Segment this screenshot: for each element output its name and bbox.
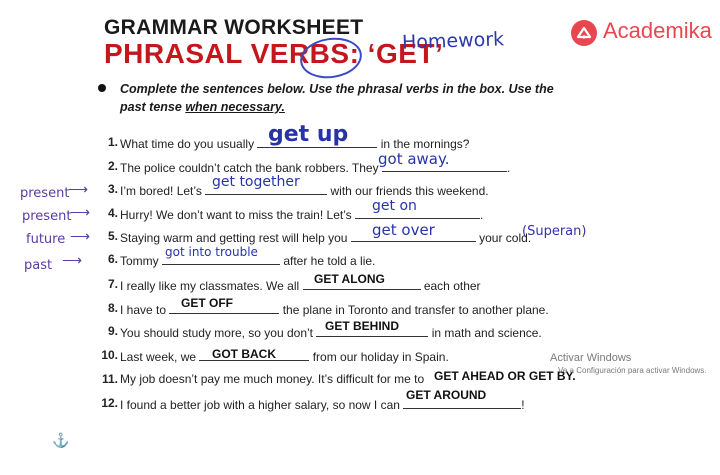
answer-handwritten-4: get on [372, 198, 417, 214]
windows-activation-text: Ve a Configuración para activar Windows. [558, 366, 707, 375]
sentence-after: ! [521, 398, 525, 412]
worksheet-subtitle: PHRASAL VERBS: ‘GET’ [104, 38, 444, 69]
academika-logo-text: Academika [603, 18, 712, 43]
windows-activation-title: Activar Windows [550, 352, 632, 364]
sentence-text [120, 348, 449, 364]
sentence-text [120, 159, 510, 175]
sentence-before: You should study more, so you don’t [120, 326, 317, 340]
homework-note: Homework [401, 28, 505, 54]
instructions-underlined: when necessary. [185, 100, 285, 114]
anchor-icon: ⚓ [52, 432, 70, 448]
sentence-before: I have to [120, 303, 170, 317]
note-superan: (Superan) [522, 224, 587, 239]
sentence-after: with our friends this weekend. [327, 184, 489, 198]
sentence-before: Last week, we [120, 350, 200, 364]
sentence-number: 1. [107, 135, 118, 149]
sentence-number: 10. [101, 348, 118, 362]
sentence-before: Hurry! We don’t want to miss the train! Let’s [120, 208, 355, 222]
answer-typed-11: GET AHEAD OR GET BY. [434, 369, 576, 383]
sentence-after: each other [420, 279, 481, 293]
worksheet-title: GRAMMAR WORKSHEET [104, 16, 364, 39]
academika-logo-icon [571, 20, 597, 46]
sentence-before: My job doesn’t pay me much money. It’s difficult for me to [120, 372, 425, 386]
instructions [120, 80, 560, 116]
sentence-number: 8. [107, 301, 118, 315]
arrow-icon: ⟶ [68, 181, 89, 197]
note-present-3: present [20, 186, 70, 201]
sentence-before: Tommy [120, 254, 162, 268]
sentence-before: I’m bored! Let’s [120, 184, 206, 198]
sentence-number: 4. [107, 206, 118, 220]
sentence-text [120, 206, 483, 222]
sentence-text [120, 372, 424, 386]
sentence-before: What time do you usually [120, 137, 258, 151]
sentence-before: The police couldn’t catch the bank robbers. They [120, 161, 382, 175]
answer-typed-9: GET BEHIND [325, 319, 400, 333]
sentence-text [120, 182, 489, 198]
sentence-after: the plane in Toronto and transfer to another plane. [279, 303, 549, 317]
arrow-icon: ⟶ [70, 204, 91, 220]
answer-handwritten-5: get over [372, 221, 435, 239]
answer-handwritten-2: got away. [378, 150, 450, 168]
sentence-after: your cold. [475, 231, 532, 245]
answer-typed-10: GOT BACK [212, 347, 276, 361]
instructions-text: Complete the sentences below. Use the phrasal verbs in the box. Use the past tense [120, 82, 554, 114]
sentence-number: 2. [107, 159, 118, 173]
sentence-number: 3. [107, 182, 118, 196]
note-past-6: past [24, 258, 53, 273]
sentence-number: 12. [101, 396, 118, 410]
sentence-after: from our holiday in Spain. [309, 350, 449, 364]
sentence-number: 6. [107, 252, 118, 266]
sentence-number: 7. [107, 277, 118, 291]
note-present-4: present [22, 209, 72, 224]
sentence-after: in math and science. [428, 326, 542, 340]
sentence-number: 5. [107, 229, 118, 243]
sentence-number: 11. [101, 372, 118, 386]
arrow-icon: ⟶ [70, 228, 91, 244]
sentence-before: I found a better job with a higher salary, so now I can [120, 398, 404, 412]
bullet-icon [98, 84, 106, 92]
answer-typed-7: GET ALONG [314, 272, 385, 286]
answer-handwritten-1: get up [268, 122, 349, 147]
sentence-text [120, 277, 481, 293]
sentence-text [120, 229, 531, 245]
note-future-5: future [26, 232, 66, 247]
answer-typed-12: GET AROUND [406, 388, 487, 402]
sentence-before: I really like my classmates. We all [120, 279, 303, 293]
arrow-icon: ⟶ [62, 252, 83, 268]
sentence-after: in the mornings? [377, 137, 470, 151]
answer-handwritten-6: got into trouble [165, 245, 258, 259]
sentence-number: 9. [107, 324, 118, 338]
sentence-after: after he told a lie. [280, 254, 376, 268]
sentence-before: Staying warm and getting rest will help you [120, 231, 351, 245]
sentence-after: . [506, 161, 511, 175]
sentence-after: . [479, 208, 484, 222]
answer-typed-8: GET OFF [181, 296, 233, 310]
answer-handwritten-3: get together [212, 174, 300, 190]
